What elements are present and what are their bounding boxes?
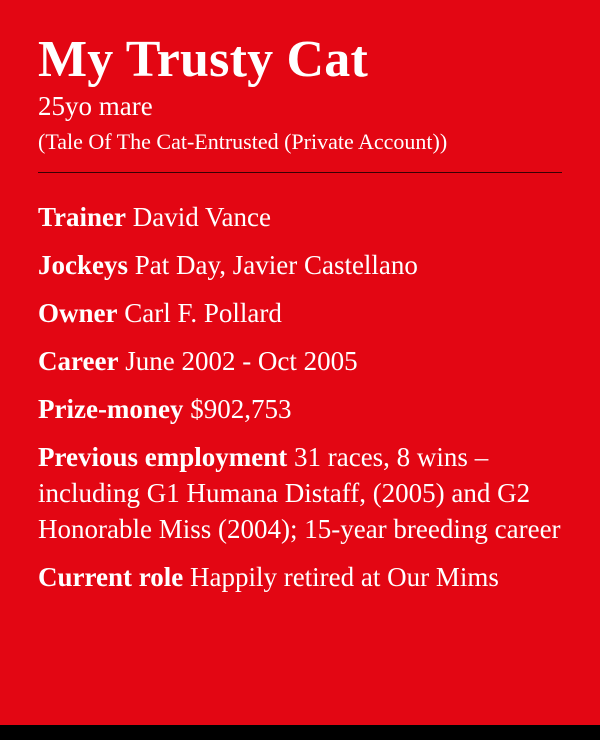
fact-value: Carl F. Pollard: [124, 298, 282, 328]
fact-label: Prize-money: [38, 394, 184, 424]
fact-label: Trainer: [38, 202, 126, 232]
fact-label: Career: [38, 346, 119, 376]
facts-list: [38, 199, 562, 595]
fact-trainer: [38, 199, 562, 235]
horse-name: My Trusty Cat: [38, 31, 368, 88]
fact-label: Previous employment: [38, 442, 288, 472]
fact-current-role: [38, 559, 562, 595]
fact-career: [38, 343, 562, 379]
fact-label: Current role: [38, 562, 184, 592]
fact-value: Pat Day, Javier Castellano: [134, 250, 418, 280]
fact-value: 31 races, 8 wins – including G1 Humana Distaff, (2005) and G2 Honorable Miss (2004); 15-year breeding career: [38, 442, 561, 544]
fact-value: June 2002 - Oct 2005: [125, 346, 358, 376]
bottom-frame: [0, 725, 600, 740]
fact-owner: [38, 295, 562, 331]
divider: [38, 172, 562, 173]
fact-label: Jockeys: [38, 250, 128, 280]
horse-age: 25yo mare: [38, 91, 153, 121]
fact-value: Happily retired at Our Mims: [189, 562, 499, 592]
fact-value: $902,753: [190, 394, 292, 424]
fact-value: David Vance: [132, 202, 271, 232]
fact-previous-employment: [38, 439, 562, 547]
horse-pedigree: (Tale Of The Cat-Entrusted (Private Account)): [38, 129, 448, 154]
fact-prize-money: [38, 391, 562, 427]
fact-label: Owner: [38, 298, 118, 328]
fact-jockeys: [38, 247, 562, 283]
